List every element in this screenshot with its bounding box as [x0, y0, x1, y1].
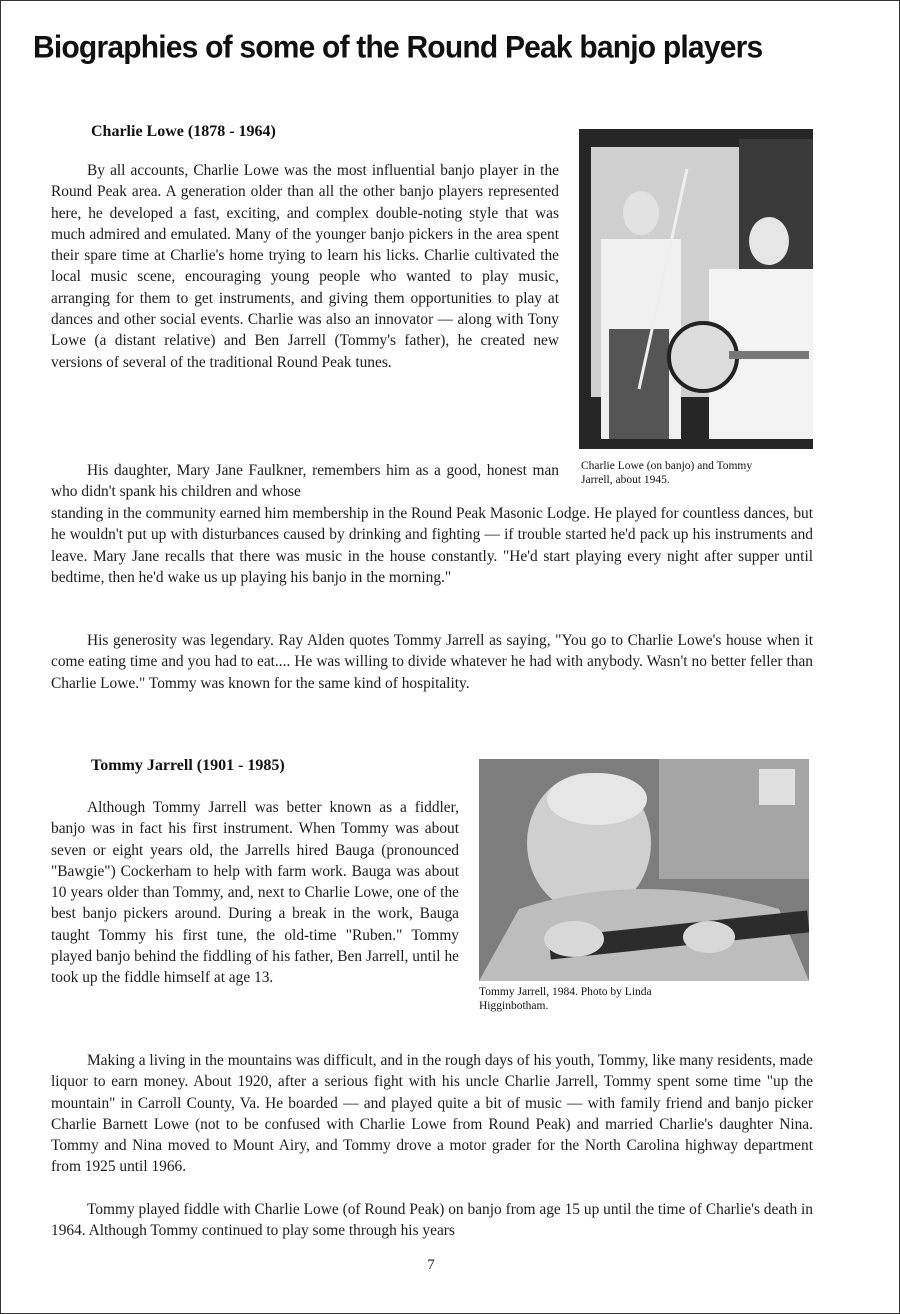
- paragraph-tommy-1: Although Tommy Jarrell was better known as a fiddler, banjo was in fact his first instrument. When Tommy was about seven or eight years old, the Jarrells hired Bauga (pronounced "Bawgie") Cockerham to help with farm work. Bauga was about 10 years older than Tommy, and, next to Charlie Lowe, one of the best banjo pickers around. During a break in the work, Bauga taught Tommy his first tune, the old-time "Ruben." Tommy played banjo behind the fiddling of his father, Ben Jarrell, until he took up the fiddle himself at age 13.: [51, 799, 459, 987]
- paragraph-charlie-2a: His daughter, Mary Jane Faulkner, remembers him as a good, honest man who didn't spank his children and whose: [51, 462, 559, 501]
- paragraph-charlie-2b: standing in the community earned him membership in the Round Peak Masonic Lodge. He played for countless dances, but he wouldn't put up with disturbances caused by drinking and fighting — if trouble started he'd pack up his instruments and leave. Mary Jane recalls that there was music in the house constantly. "He'd start playing every night after supper until bedtime, then he'd wake us up playing his banjo in the morning.": [51, 505, 813, 586]
- photo-image: [479, 759, 809, 981]
- paragraph-charlie-1: By all accounts, Charlie Lowe was the most influential banjo player in the Round Peak area. A generation older than all the other banjo players represented here, he developed a fast, exciting, and complex double-noting style that was much admired and emulated. Many of the younger banjo pickers in the area spent their spare time at Charlie's home trying to learn his licks. Charlie cultivated the local music scene, encouraging young people who wanted to play music, arranging for them to get instruments, and giving them opportunities to play at dances and other social events. Charlie was also an innovator — along with Tony Lowe (a distant relative) and Ben Jarrell (Tommy's father), he created new versions of several of the traditional Round Peak tunes.: [51, 162, 559, 371]
- photo-image: [579, 129, 813, 449]
- photo-charlie-lowe-tommy-jarrell: [579, 129, 813, 449]
- photo-tommy-jarrell: [479, 759, 809, 981]
- page-title: Biographies of some of the Round Peak banjo players: [33, 30, 763, 65]
- paragraph-tommy-2: Making a living in the mountains was difficult, and in the rough days of his youth, Tommy, like many residents, made liquor to earn money. About 1920, after a serious fight with his uncle Charlie Jarrell, Tommy spent some time "up the mountain" in Carroll County, Va. He boarded — and played quite a bit of music — with family friend and banjo picker Charlie Barnett Lowe (not to be confused with Charlie Lowe from Round Peak) and married Charlie's daughter Nina. Tommy and Nina moved to Mount Airy, and Tommy drove a motor grader for the North Carolina highway department from 1925 until 1966.: [51, 1052, 813, 1176]
- page-number: 7: [427, 1257, 435, 1273]
- section-heading-tommy-jarrell: Tommy Jarrell (1901 - 1985): [91, 757, 285, 774]
- section-heading-charlie-lowe: Charlie Lowe (1878 - 1964): [91, 123, 276, 140]
- paragraph-tommy-3: Tommy played fiddle with Charlie Lowe (of Round Peak) on banjo from age 15 up until the time of Charlie's death in 1964. Although Tommy continued to play some through his years: [51, 1201, 813, 1240]
- photo-caption-charlie-lowe: Charlie Lowe (on banjo) and Tommy Jarrell, about 1945.: [581, 460, 753, 486]
- paragraph-charlie-3: His generosity was legendary. Ray Alden quotes Tommy Jarrell as saying, "You go to Charlie Lowe's house when it come eating time and you had to eat.... He was willing to divide whatever he had with anybody. Wasn't no better feller than Charlie Lowe." Tommy was known for the same kind of hospitality.: [51, 632, 813, 692]
- photo-caption-tommy-jarrell: Tommy Jarrell, 1984. Photo by Linda Higginbotham.: [479, 986, 652, 1012]
